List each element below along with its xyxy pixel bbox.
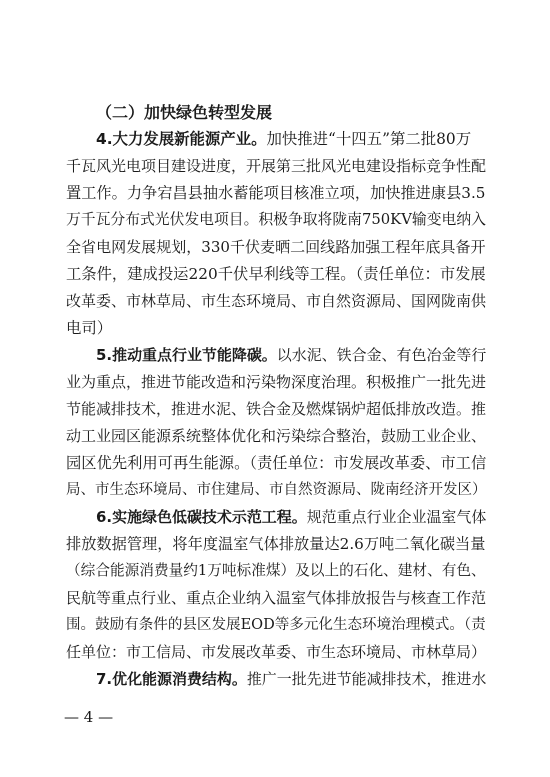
item-6-title: 6.实施绿色低碳技术示范工程。 (96, 508, 307, 526)
item-5-line-6: 局、市生态环境局、市住建局、市自然资源局、陇南经济开发区） (66, 482, 487, 498)
item-7-title: 7.优化能源消费结构。 (96, 670, 247, 688)
item-4-line-4: 万千瓦分布式光伏发电项目。积极争取将陇南750KV输变电纳入 (66, 211, 486, 228)
item-6-line-1: 6.实施绿色低碳技术示范工程。规范重点行业企业温室气体 (96, 508, 487, 526)
item-6-line-3: （综合能源消费量约1万吨标准煤）及以上的石化、建材、有色、 (66, 562, 486, 579)
item-4-line-6: 工条件，建成投运220千伏早利线等工程。（责任单位：市发展 (66, 265, 486, 283)
item-5-line-1: 5.推动重点行业节能降碳。以水泥、铁合金、有色冶金等行 (96, 346, 487, 364)
item-5-line-5: 园区优先利用可再生能源。（责任单位：市发展改革委、市工信 (66, 454, 487, 472)
item-5-title: 5.推动重点行业节能降碳。 (96, 346, 277, 364)
item-4-line-7: 改革委、市林草局、市生态环境局、市自然资源局、国网陇南供 (66, 292, 487, 310)
item-4-title: 4.大力发展新能源产业。 (96, 130, 267, 148)
item-6-line-6: 任单位：市工信局、市发展改革委、市生态环境局、市林草局） (66, 643, 487, 661)
item-5-line-2: 业为重点，推进节能改造和污染物深度治理。积极推广一批先进 (66, 373, 487, 391)
section-heading: （二）加快绿色转型发展 (96, 103, 273, 122)
item-4-line-3: 置工作。力争宕昌县抽水蓄能项目核准立项，加快推进康县3.5 (66, 184, 486, 202)
item-4-line-2: 千瓦风光电项目建设进度，开展第三批风光电建设指标竞争性配 (66, 157, 487, 175)
item-6-line-5: 围。鼓励有条件的县区发展EOD等多元化生态环境治理模式。（责 (66, 616, 486, 633)
item-6-line-2: 排放数据管理，将年度温室气体排放量达2.6万吨二氧化碳当量 (66, 535, 486, 553)
item-6-line-4: 民航等重点行业、重点企业纳入温室气体排放报告与核查工作范 (66, 589, 487, 607)
item-4-line-1: 4.大力发展新能源产业。加快推进“十四五”第二批80万 (96, 130, 472, 148)
page-number: — 4 — (64, 708, 114, 726)
item-4-line-5: 全省电网发展规划，330千伏麦晒二回线路加强工程年底具备开 (66, 238, 486, 256)
item-5-line-4: 动工业园区能源系统整体优化和污染综合整治，鼓励工业企业、 (66, 427, 487, 445)
item-5-line-3: 节能减排技术，推进水泥、铁合金及燃煤锅炉超低排放改造。推 (66, 400, 487, 418)
item-7-line-1: 7.优化能源消费结构。推广一批先进节能减排技术，推进水 (96, 670, 487, 688)
item-4-line-8: 电司） (66, 319, 113, 337)
